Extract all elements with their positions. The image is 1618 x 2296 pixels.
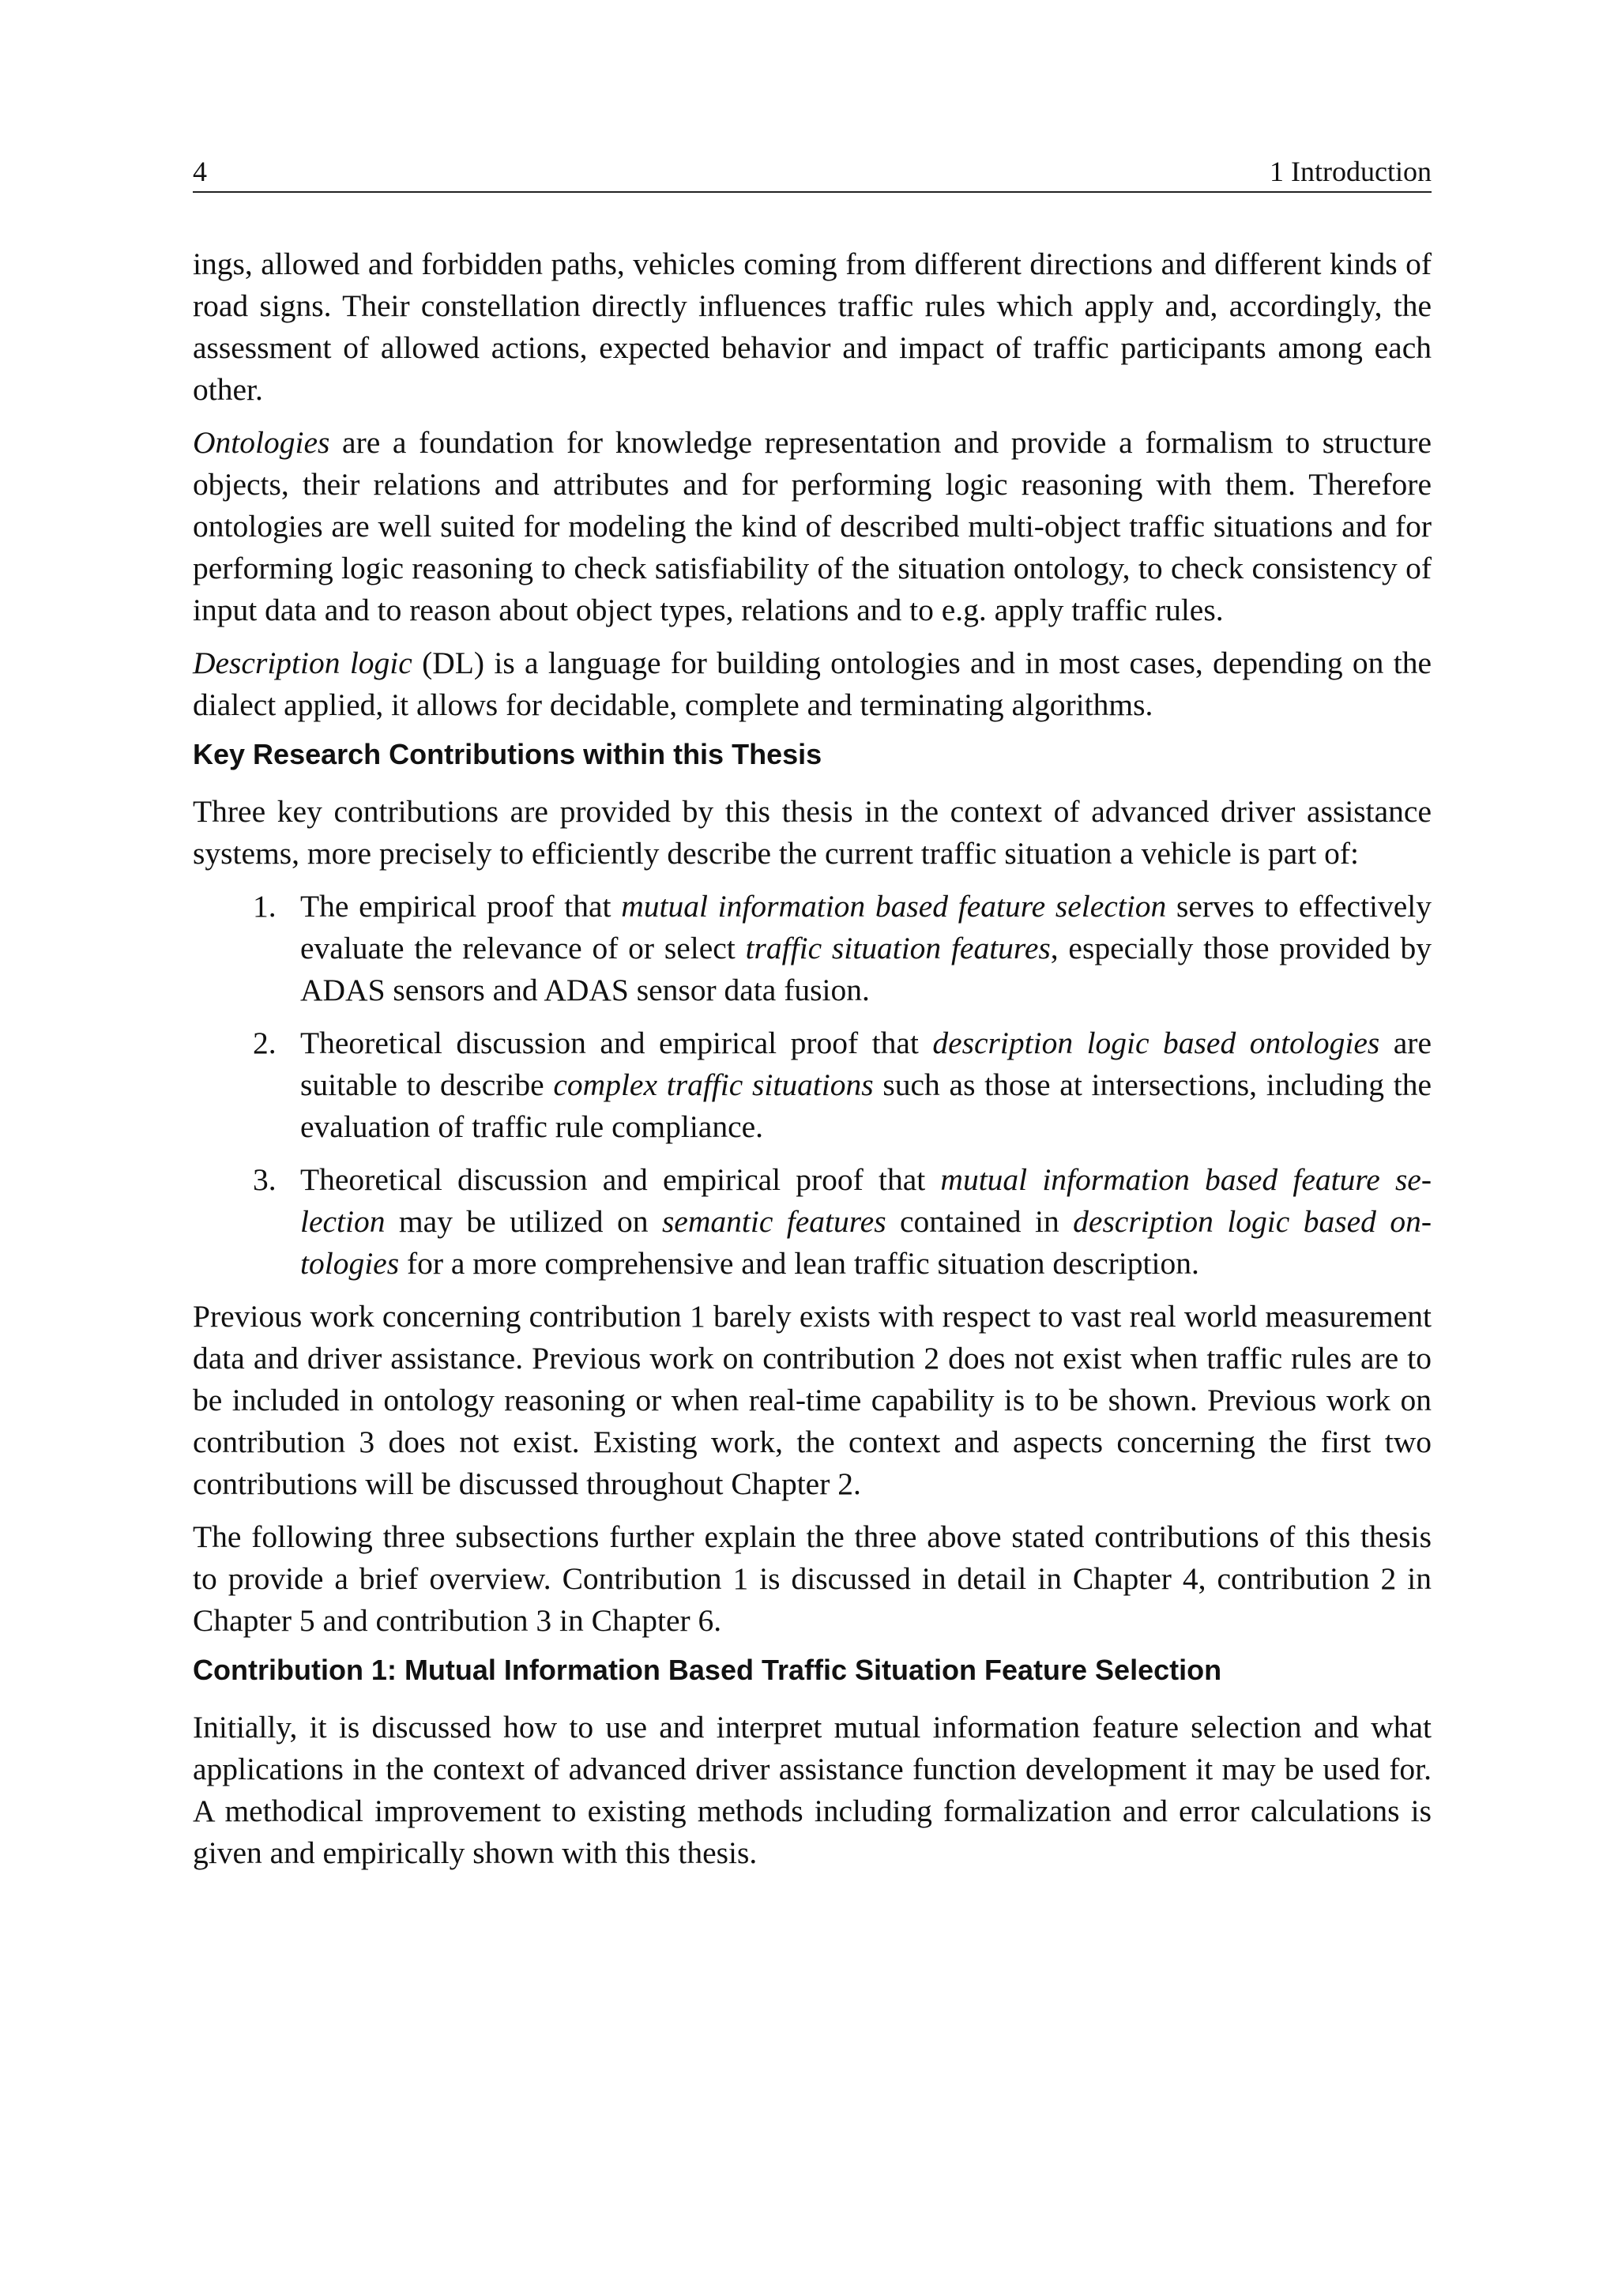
paragraph-description-logic-text: (DL) is a language for building ontologies and in most cases, depending on the dialect applied, it allows for decidable, complete and terminating algorithms. (193, 646, 1432, 722)
section-heading-contribution-1: Contribution 1: Mutual Information Based Traffic Situation Feature Selection (193, 1654, 1222, 1686)
list-item: 3. Theoretical discussion and empirical proof that mutual information based feature selection may be utilized on semantic features contained in description logic based ontologies for a more comprehensive and lean traffic situation description. (193, 1159, 1432, 1285)
paragraph-contributions-intro: Three key contributions are provided by this thesis in the context of advanced driver assistance systems, more precisely to efficiently describe the current traffic situation a vehicle is part of: (193, 794, 1432, 871)
section-heading-key-contributions: Key Research Contributions within this Thesis (193, 738, 822, 770)
paragraph-ontologies (193, 422, 1432, 631)
page-number: 4 (193, 156, 207, 187)
term-ontologies: Ontologies (193, 425, 330, 460)
list-marker: 1. (253, 889, 277, 924)
term-description-logic: Description logic (193, 646, 412, 680)
paragraph-description-logic (193, 642, 1432, 726)
chapter-title: 1 Introduction (1270, 156, 1432, 187)
paragraph-previous-work: Previous work concerning contribution 1 barely exists with respect to vast real world measurement data and driver assistance. Previous work on contribution 2 does not exist when traffic rules are to be included in ontology reasoning or when real-time capability is to be shown. Previous work on contribution 3 does not exist. Existing work, the context and aspects concerning the first two contributions will be discussed throughout Chapter 2. (193, 1299, 1432, 1501)
body-text (193, 243, 1432, 1885)
paragraph-ontologies-text: are a foundation for knowledge representation and provide a formalism to structure objects, their relations and attributes and for performing logic reasoning with them. Therefore ontologies are well suited for modeling the kind of described multi-object traffic situations and for performing logic reasoning to check satisfiability of the situation ontology, to check consistency of input data and to reason about object types, relations and to e.g. apply traffic rules. (193, 425, 1432, 627)
paragraph-overview: The following three subsections further explain the three above stated contributions of this thesis to provide a brief overview. Contribution 1 is discussed in detail in Chapter 4, contribution 2 in Chapter 5 and contribution 3 in Chapter 6. (193, 1519, 1432, 1638)
running-header (193, 155, 1432, 193)
paragraph-contribution-1: Initially, it is discussed how to use and interpret mutual information feature selection and what applications in the context of advanced driver assistance function development it may be used for. A methodical improvement to existing methods including formalization and error calculations is given and empirically shown with this thesis. (193, 1710, 1432, 1870)
list-marker: 2. (253, 1026, 277, 1060)
list-item: 2. Theoretical discussion and empirical proof that description logic based ontologies are suitable to describe complex traffic situations such as those at intersections, including the evaluation of traffic rule compliance. (193, 1022, 1432, 1148)
contributions-list (193, 886, 1432, 1285)
list-item: 1. The empirical proof that mutual information based feature selection serves to effectively evaluate the relevance of or select traffic situation features, especially those provided by ADAS sensors and ADAS sensor data fusion. (193, 886, 1432, 1011)
list-marker: 3. (253, 1162, 277, 1197)
paragraph-road-signs: ings, allowed and forbidden paths, vehicles coming from different directions and different kinds of road signs. Their constellation directly influences traffic rules which apply and, accordingly, the assessment of allowed actions, expected behavior and impact of traffic participants among each other. (193, 247, 1432, 407)
